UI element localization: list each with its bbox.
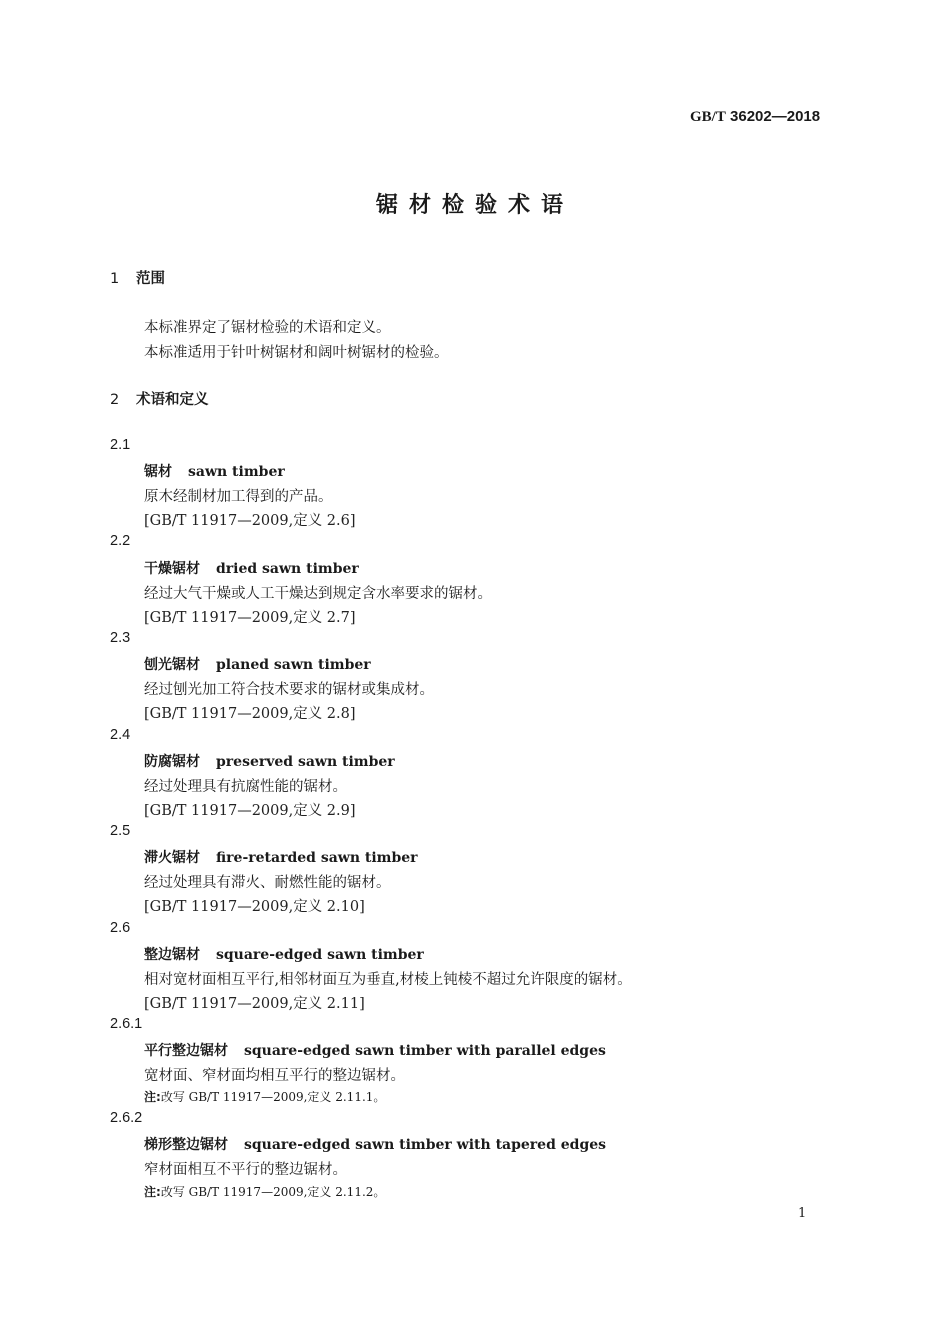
section-number: 2 bbox=[110, 392, 120, 408]
note-label: 注: bbox=[144, 1185, 161, 1199]
section-title: 范围 bbox=[136, 271, 165, 287]
term-definition: 宽材面、窄材面均相互平行的整边锯材。 bbox=[144, 1068, 405, 1084]
term-en: dried sawn timber bbox=[216, 561, 359, 577]
term-zh: 防腐锯材 bbox=[144, 754, 200, 770]
paragraph: 本标准界定了锯材检验的术语和定义。 bbox=[144, 320, 391, 336]
term-definition: 相对宽材面相互平行,相邻材面互为垂直,材棱上钝棱不超过允许限度的锯材。 bbox=[144, 972, 632, 988]
section-heading-scope bbox=[110, 267, 165, 288]
term-entry bbox=[144, 1040, 606, 1060]
term-source: [GB/T 11917—2009,定义 2.6] bbox=[144, 513, 356, 529]
term-zh: 刨光锯材 bbox=[144, 657, 200, 673]
standard-number bbox=[690, 108, 820, 126]
term-zh: 锯材 bbox=[144, 464, 172, 480]
term-definition: 经过处理具有抗腐性能的锯材。 bbox=[144, 779, 347, 795]
note-text: 改写 GB/T 11917—2009,定义 2.11.2。 bbox=[160, 1185, 386, 1199]
section-number: 1 bbox=[110, 271, 120, 287]
page-number: 1 bbox=[798, 1206, 807, 1221]
term-note bbox=[144, 1183, 385, 1200]
term-entry bbox=[144, 751, 395, 771]
note-text: 改写 GB/T 11917—2009,定义 2.11.1。 bbox=[160, 1090, 386, 1104]
term-entry bbox=[144, 461, 285, 481]
term-en: square-edged sawn timber with tapered edges bbox=[244, 1137, 607, 1153]
standard-code: 36202—2018 bbox=[730, 108, 821, 125]
term-source: [GB/T 11917—2009,定义 2.11] bbox=[144, 996, 365, 1012]
term-zh: 平行整边锯材 bbox=[144, 1043, 228, 1059]
term-entry bbox=[144, 558, 359, 578]
term-zh: 干燥锯材 bbox=[144, 561, 200, 577]
document-title: 锯材检验术语 bbox=[375, 193, 574, 218]
term-note bbox=[144, 1088, 385, 1105]
term-entry bbox=[144, 1134, 606, 1154]
clause-number: 2.2 bbox=[110, 533, 131, 549]
term-en: sawn timber bbox=[188, 464, 285, 480]
term-entry bbox=[144, 654, 371, 674]
standard-prefix: GB/T bbox=[690, 109, 726, 125]
term-source: [GB/T 11917—2009,定义 2.10] bbox=[144, 899, 365, 915]
clause-number: 2.5 bbox=[110, 823, 131, 839]
clause-number: 2.3 bbox=[110, 630, 131, 646]
section-heading-terms bbox=[110, 388, 209, 409]
note-label: 注: bbox=[144, 1090, 161, 1104]
term-en: square-edged sawn timber with parallel edges bbox=[244, 1043, 606, 1059]
term-definition: 经过处理具有滞火、耐燃性能的锯材。 bbox=[144, 875, 391, 891]
term-definition: 经过大气干燥或人工干燥达到规定含水率要求的锯材。 bbox=[144, 586, 492, 602]
term-source: [GB/T 11917—2009,定义 2.8] bbox=[144, 706, 356, 722]
term-zh: 梯形整边锯材 bbox=[144, 1137, 228, 1153]
term-entry bbox=[144, 847, 418, 867]
paragraph: 本标准适用于针叶树锯材和阔叶树锯材的检验。 bbox=[144, 345, 449, 361]
term-en: square-edged sawn timber bbox=[216, 947, 424, 963]
clause-number: 2.1 bbox=[110, 437, 131, 453]
term-source: [GB/T 11917—2009,定义 2.7] bbox=[144, 610, 356, 626]
term-definition: 经过刨光加工符合技术要求的锯材或集成材。 bbox=[144, 682, 434, 698]
term-definition: 窄材面相互不平行的整边锯材。 bbox=[144, 1162, 347, 1178]
clause-number: 2.6.2 bbox=[110, 1110, 143, 1126]
term-zh: 滞火锯材 bbox=[144, 850, 200, 866]
term-en: planed sawn timber bbox=[216, 657, 371, 673]
clause-number: 2.6.1 bbox=[110, 1016, 143, 1032]
clause-number: 2.6 bbox=[110, 920, 131, 936]
clause-number: 2.4 bbox=[110, 727, 131, 743]
term-definition: 原木经制材加工得到的产品。 bbox=[144, 489, 333, 505]
term-source: [GB/T 11917—2009,定义 2.9] bbox=[144, 803, 356, 819]
section-title: 术语和定义 bbox=[136, 392, 209, 408]
term-en: preserved sawn timber bbox=[216, 754, 395, 770]
term-zh: 整边锯材 bbox=[144, 947, 200, 963]
term-entry bbox=[144, 944, 424, 964]
term-en: fire-retarded sawn timber bbox=[216, 850, 418, 866]
